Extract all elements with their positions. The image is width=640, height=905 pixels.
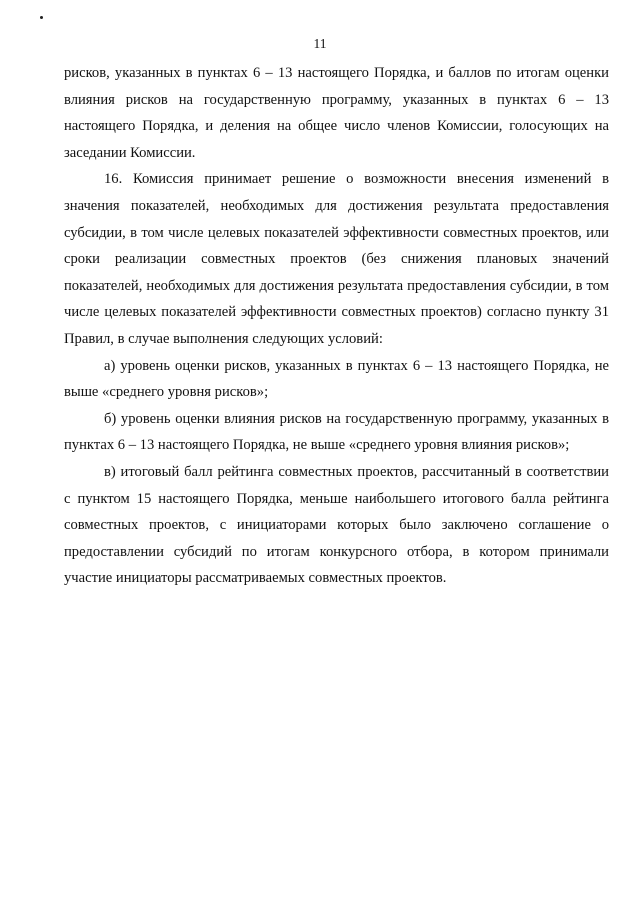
paragraph-item-16: 16. Комиссия принимает решение о возможности внесения изменений в значения показателей, необходимых для достижения результата предоставления субсидии, в том числе целевых показателей эффективности совместных проектов, или сроки реализации совместных проектов (без снижения плановых значений показателей, необходимых для достижения результата предоставления субсидии, в том числе целевых показателей эффективности совместных проектов) согласно пункту 31 Правил, в случае выполнения следующих условий: (64, 171, 609, 347)
paragraph-item-a: а) уровень оценки рисков, указанных в пунктах 6 – 13 настоящего Порядка, не выше «среднего уровня рисков»; (64, 357, 609, 401)
paragraph-continuation: рисков, указанных в пунктах 6 – 13 настоящего Порядка, и баллов по итогам оценки влияния рисков на государственную программу, указанных в пунктах 6 – 13 настоящего Порядка, и деления на общее число членов Комиссии, голосующих на заседании Комиссии. (64, 65, 609, 161)
paragraph-item-b: б) уровень оценки влияния рисков на государственную программу, указанных в пунктах 6 – 13 настоящего Порядка, не выше «среднего уровня влияния рисков»; (64, 410, 609, 454)
scan-dot-mark (40, 16, 43, 19)
document-body (64, 60, 609, 592)
page-number: 11 (313, 36, 327, 51)
paragraph-item-c: в) итоговый балл рейтинга совместных проектов, рассчитанный в соответствии с пунктом 15 настоящего Порядка, меньше наибольшего итогового балла рейтинга совместных проектов, с инициаторами которых было заключено соглашение о предоставлении субсидий по итогам конкурсного отбора, в котором принимали участие инициаторы рассматриваемых совместных проектов. (64, 463, 609, 587)
